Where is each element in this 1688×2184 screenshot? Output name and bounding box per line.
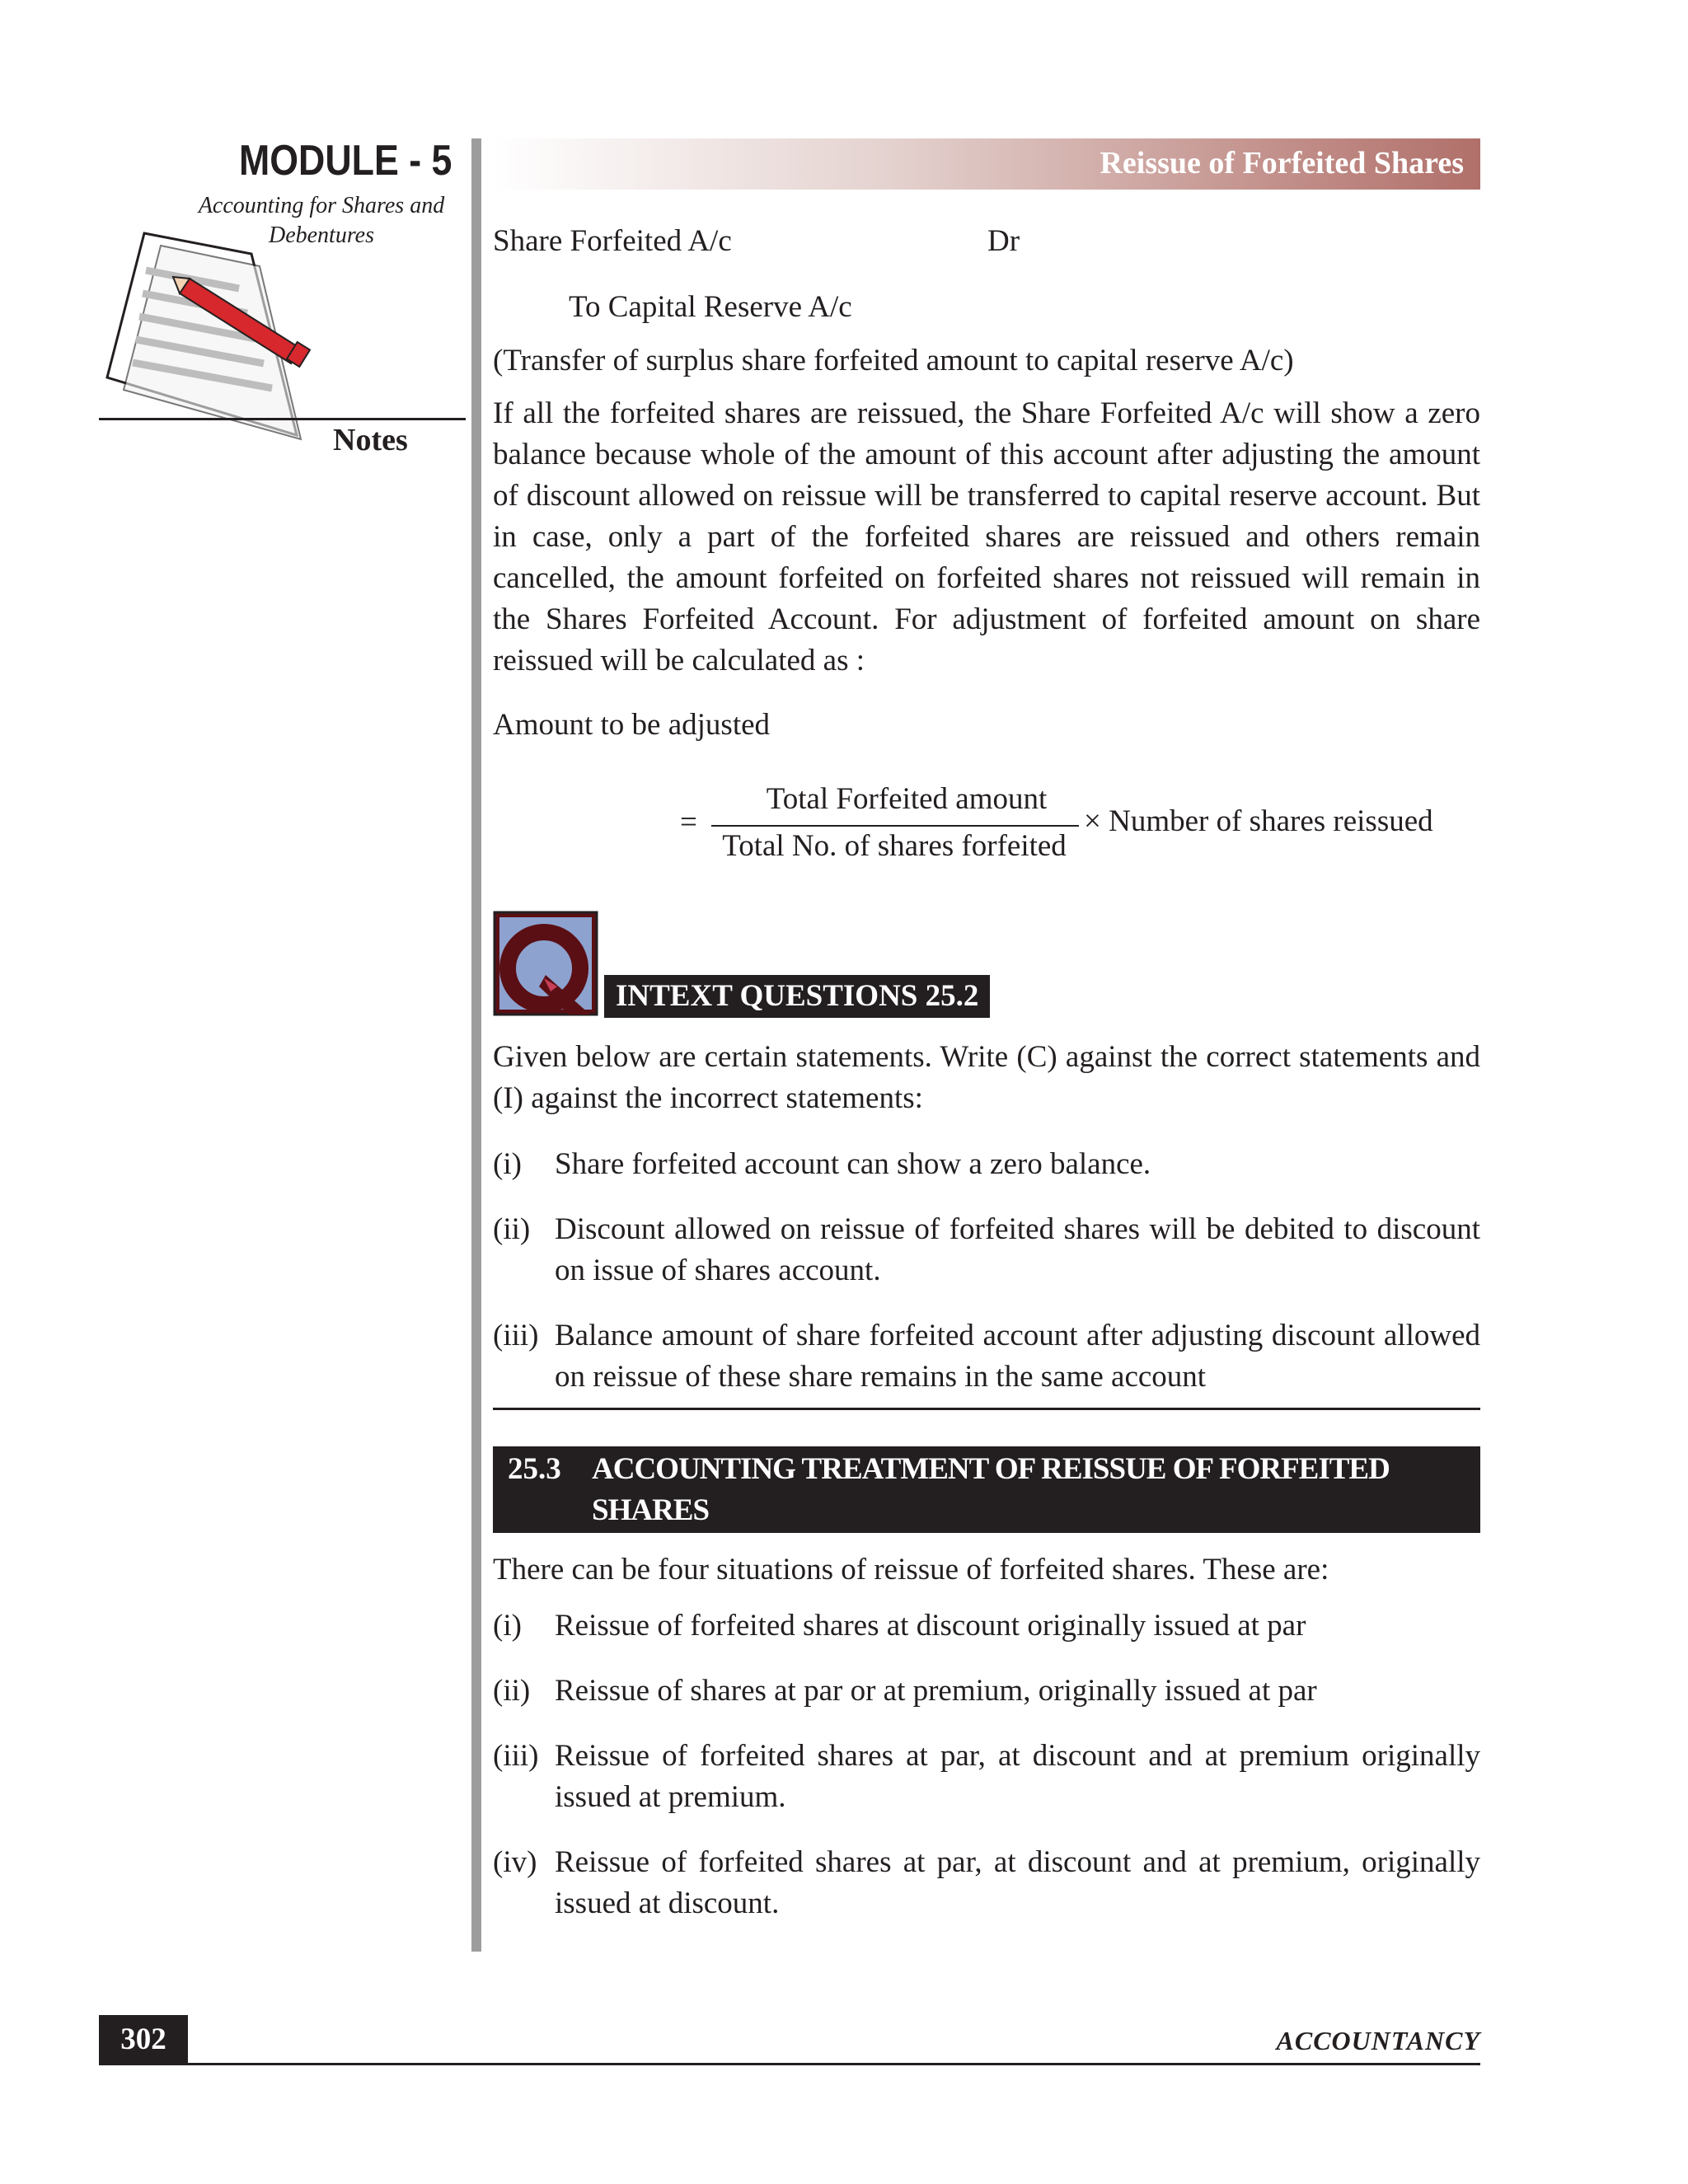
list-item [493,1209,1480,1291]
footer-subject: ACCOUNTANCY [1276,2026,1480,2055]
chapter-header [493,138,1480,190]
list-item-number: (iii) [493,1319,539,1352]
module-title: MODULE - 5 [239,137,452,185]
formula-multiplier: × Number of shares reissued [1084,804,1433,838]
journal-narration: (Transfer of surplus share forfeited amount to capital reserve A/c) [493,344,1294,377]
journal-debit-account: Share Forfeited A/c [493,224,732,258]
question-q-icon [493,911,598,1016]
intext-questions-title: INTEXT QUESTIONS 25.2 [604,975,990,1018]
intext-instruction: Given below are certain statements. Write (C) against the correct statements and (I) against the incorrect statements: [493,1040,1480,1115]
page-number: 302 [99,2015,188,2064]
list-item-text: Reissue of forfeited shares at discount originally issued at par [555,1609,1306,1643]
list-item-number: (iv) [493,1845,537,1879]
journal-dr: Dr [987,224,1020,258]
adjustment-formula [680,779,1488,878]
list-item-text: Discount allowed on reissue of forfeited shares will be debited to discount on issue of shares account. [555,1212,1480,1287]
list-item-text: Share forfeited account can show a zero balance. [555,1147,1151,1181]
notes-pencil-icon [95,221,326,464]
footer-rule [99,2063,1480,2065]
chapter-header-title: Reissue of Forfeited Shares [1100,146,1464,180]
paragraph-explanation: If all the forfeited shares are reissued, the Share Forfeited A/c will show a zero balance because whole of the amount of this account after adjusting the amount of discount allowed on reissue will be transferred to capital reserve account. But in case, only a part of the forfeited shares are reissued and others remain cancelled, the amount forfeited on forfeited shares not reissued will remain in the Shares Forfeited Account. For adjustment of forfeited amount on share reissued will be calculated as : [493,396,1480,677]
list-item [493,1315,1480,1398]
section-intro: There can be four situations of reissue of forfeited shares. These are: [493,1553,1329,1586]
list-item [493,1736,1480,1818]
formula-denominator: Total No. of shares forfeited [722,829,1067,863]
list-item [493,1842,1480,1924]
section-title: ACCOUNTING TREATMENT OF REISSUE OF FORFEITED SHARES [592,1452,1390,1527]
list-item-text: Reissue of forfeited shares at par, at discount and at premium originally issued at premium. [555,1739,1480,1814]
list-item-text: Balance amount of share forfeited account after adjusting discount allowed on reissue of these share remains in the same account [555,1319,1480,1394]
amount-label: Amount to be adjusted [493,708,771,742]
module-subtitle-line2: Debentures [268,223,375,248]
list-item-number: (ii) [493,1674,531,1708]
list-item-number: (ii) [493,1212,531,1246]
journal-credit-account: To Capital Reserve A/c [569,290,852,324]
margin-bar [471,138,481,1952]
list-item [493,1671,1480,1712]
formula-equals: = [680,805,697,839]
section-number: 25.3 [508,1452,561,1486]
module-subtitle-line1: Accounting for Shares and [198,193,445,218]
list-item-text: Reissue of shares at par or at premium, originally issued at par [555,1674,1317,1708]
notes-label: Notes [333,423,408,457]
formula-numerator: Total Forfeited amount [766,782,1048,816]
list-item [493,1605,1480,1647]
section-divider [493,1408,1480,1410]
list-item-text: Reissue of forfeited shares at par, at discount and at premium, originally issued at discount. [555,1845,1480,1920]
list-item-number: (iii) [493,1739,539,1773]
list-item-number: (i) [493,1147,522,1181]
section-heading [493,1446,1480,1533]
notes-divider [99,418,466,420]
list-item-number: (i) [493,1609,522,1643]
list-item [493,1144,1480,1185]
